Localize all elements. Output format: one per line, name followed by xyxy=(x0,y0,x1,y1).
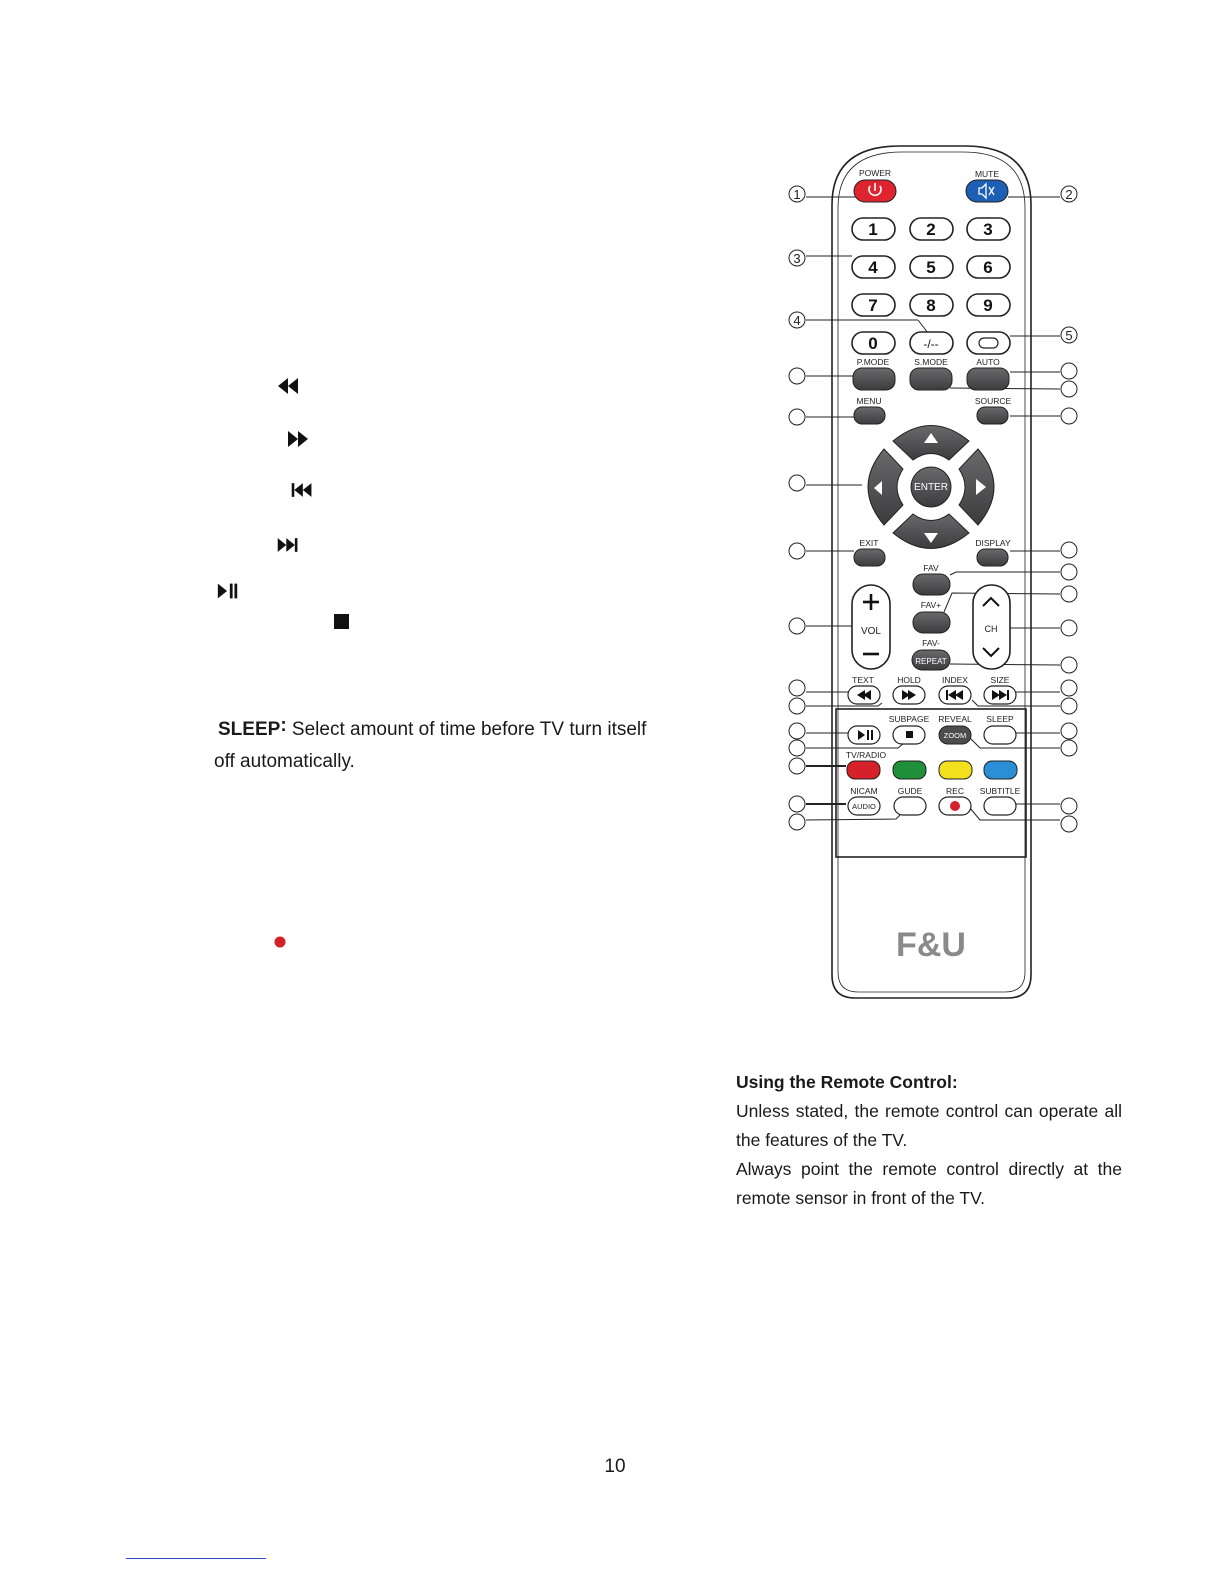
svg-text:MUTE: MUTE xyxy=(974,169,1000,179)
svg-text:S.MODE: S.MODE xyxy=(914,357,948,367)
rewind-icon xyxy=(276,376,300,396)
display-button[interactable] xyxy=(977,549,1008,566)
callout-4: 4 xyxy=(793,313,801,328)
svg-text:AUTO: AUTO xyxy=(976,357,1000,367)
next-track-icon xyxy=(276,535,300,555)
menu-button[interactable] xyxy=(854,407,885,424)
svg-text:9: 9 xyxy=(983,296,993,315)
svg-text:DISPLAY: DISPLAY xyxy=(975,538,1011,548)
svg-text:TEXT: TEXT xyxy=(852,675,874,685)
svg-text:FAV-: FAV- xyxy=(922,638,940,648)
using-paragraph-2: Always point the remote control directly at the remote sensor in front of the TV. xyxy=(736,1159,1122,1208)
callout-1: 1 xyxy=(793,187,801,202)
svg-text:NICAM: NICAM xyxy=(850,786,878,796)
svg-text:7: 7 xyxy=(868,296,878,315)
source-button[interactable] xyxy=(977,407,1008,424)
callout-5: 5 xyxy=(1065,328,1073,343)
svg-text:FAV: FAV xyxy=(923,563,939,573)
svg-text:4: 4 xyxy=(868,258,878,277)
svg-text:AUDIO: AUDIO xyxy=(852,802,876,811)
callout-2: 2 xyxy=(1065,187,1073,202)
svg-text:ENTER: ENTER xyxy=(914,482,948,493)
footer-rule xyxy=(126,1558,266,1559)
red-button[interactable] xyxy=(847,761,880,779)
svg-text:ZOOM: ZOOM xyxy=(943,731,967,740)
sleep-text: Select amount of time before TV turn itself xyxy=(291,719,647,740)
guide-button[interactable] xyxy=(894,797,926,815)
svg-text:P.MODE: P.MODE xyxy=(856,357,890,367)
svg-text:SLEEP: SLEEP xyxy=(986,714,1014,724)
svg-text:INDEX: INDEX xyxy=(942,675,968,685)
svg-text:MENU: MENU xyxy=(856,396,882,406)
svg-text:SUBTITLE: SUBTITLE xyxy=(979,786,1021,796)
svg-text:5: 5 xyxy=(926,258,936,277)
svg-text:6: 6 xyxy=(983,258,993,277)
sleep-button[interactable] xyxy=(984,726,1016,744)
fast-forward-icon xyxy=(286,429,310,449)
svg-text:8: 8 xyxy=(926,296,936,315)
mute-button[interactable] xyxy=(966,180,1008,202)
sleep-description: SLEEP: Select amount of time before TV turn itself off automatically. xyxy=(214,715,647,772)
yellow-button[interactable] xyxy=(939,761,972,779)
sleep-term: SLEEP xyxy=(218,719,281,740)
svg-text:SOURCE: SOURCE xyxy=(974,396,1012,406)
svg-text:REPEAT: REPEAT xyxy=(915,657,947,666)
svg-text:EXIT: EXIT xyxy=(859,538,879,548)
callout-3: 3 xyxy=(793,251,801,266)
subtitle-button[interactable] xyxy=(984,797,1016,815)
svg-text:0: 0 xyxy=(868,334,878,353)
auto-button[interactable] xyxy=(967,368,1009,390)
brand-logo: F&U xyxy=(896,926,966,964)
svg-text:2: 2 xyxy=(926,220,936,239)
blue-button[interactable] xyxy=(984,761,1017,779)
fav-plus-button[interactable] xyxy=(913,612,950,633)
svg-text:REC: REC xyxy=(946,786,964,796)
using-heading: Using the Remote Control: xyxy=(736,1072,958,1092)
svg-text:1: 1 xyxy=(868,220,878,239)
svg-text:FAV+: FAV+ xyxy=(920,600,942,610)
exit-button[interactable] xyxy=(854,549,885,566)
svg-text:SIZE: SIZE xyxy=(990,675,1010,685)
smode-button[interactable] xyxy=(910,368,952,390)
pmode-button[interactable] xyxy=(853,368,895,390)
fav-button[interactable] xyxy=(913,574,950,595)
using-remote-section xyxy=(736,1068,1122,1213)
rec-dot-icon xyxy=(950,801,960,811)
sleep-text-2: off automatically. xyxy=(214,751,355,772)
remote-control-diagram xyxy=(770,140,1100,1010)
svg-text:-/--: -/-- xyxy=(923,337,939,351)
svg-text:SUBPAGE: SUBPAGE xyxy=(888,714,930,724)
page-number: 10 xyxy=(604,1456,626,1477)
svg-text:3: 3 xyxy=(983,220,993,239)
previous-track-icon xyxy=(290,480,314,500)
using-paragraph-1: Unless stated, the remote control can operate all the features of the TV. xyxy=(736,1101,1122,1150)
svg-text:CH: CH xyxy=(984,624,998,634)
svg-text:GUDE: GUDE xyxy=(897,786,923,796)
svg-text:TV/RADIO: TV/RADIO xyxy=(845,750,887,760)
stop-icon xyxy=(330,612,354,632)
svg-text:POWER: POWER xyxy=(858,168,892,178)
play-pause-icon xyxy=(216,581,240,601)
record-dot-icon xyxy=(270,933,294,953)
svg-text:HOLD: HOLD xyxy=(897,675,921,685)
green-button[interactable] xyxy=(893,761,926,779)
svg-text:REVEAL: REVEAL xyxy=(938,714,972,724)
svg-text:VOL: VOL xyxy=(860,626,882,637)
